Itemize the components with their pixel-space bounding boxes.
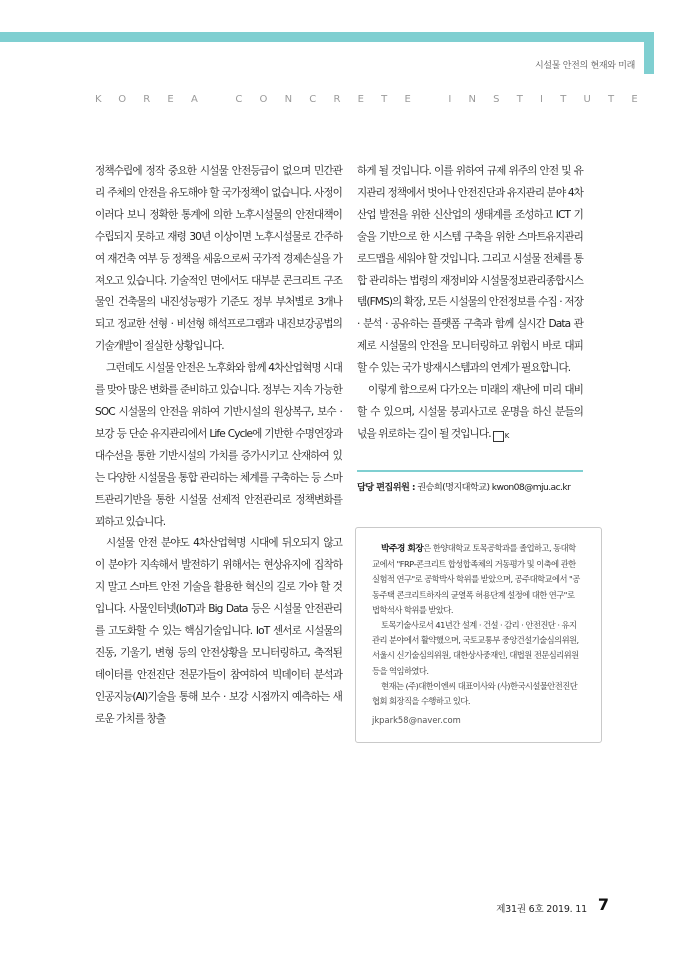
article-right-column <box>357 161 583 446</box>
bio-paragraph: 현재는 (주)대한이엔씨 대표이사와 (사)한국시설물안전진단협회 회장직을 수행하고 있다. <box>372 680 578 707</box>
bio-email[interactable]: jkpark58@naver.com <box>372 715 461 725</box>
bio-text-1: 은 한양대학교 토목공학과를 졸업하고, 동대학교에서 "FRP-콘크리트 합성합족체의 거동평가 및 이축에 관한 실험적 연구"로 공학박사 학위를 받았으며, 공주대학교에서 "공동주택 콘크리트하자의 균열폭 허용단계 설정에 대한 연구"로 법학석사 학위를 받았다. <box>372 543 580 615</box>
bio-name: 박주경 회장 <box>381 544 424 554</box>
author-bio <box>372 541 580 709</box>
bio-paragraph <box>372 541 580 618</box>
article-paragraph <box>357 380 583 446</box>
article-paragraph: 그런데도 시설물 안전은 노후화와 함께 4차산업혁명 시대를 맞아 많은 변화를 준비하고 있습니다. 정부는 지속 가능한 SOC 시설물의 안전을 위하여 기반시설의 원상복구, 보수 · 보강 등 단순 유지관리에서 Life Cycle에 기반한 수명연장과 대수선을 통한 기반시설의 가치를 증가시키고 산재하여 있는 다양한 시설물을 통합 관리하는 체계를 구축하는 등 스마트관리기반을 통한 시설물 선제적 안전관리로 정책변화를 꾀하고 있습니다. <box>95 362 342 528</box>
editor-credit <box>357 479 583 493</box>
article-left-column <box>95 161 342 731</box>
section-title: 시설물 안전의 현재와 미래 <box>534 61 635 71</box>
article-closing-text: 이렇게 함으로써 다가오는 미래의 재난에 미리 대비할 수 있으며, 시설물 붕괴사고로 운명을 하신 분들의 넋을 위로하는 길이 될 것입니다. <box>357 384 583 440</box>
article-paragraph: 하게 될 것입니다. 이를 위하여 규제 위주의 안전 및 유지관리 정책에서 벗어나 안전진단과 유지관리 분야 4차산업 발전을 위한 신산업의 생태계를 조성하고 ICT 기술을 기반으로 한 시스템 구축을 위한 스마트유지관리 로드맵을 세워야 할 것입니다. 그리고 시설물 전체를 통합 관리하는 법령의 재정비와 시설물정보관리종합시스템(FMS)의 확장, 모든 시설물의 안전정보를 수집 · 저장 · 분석 · 공유하는 플랫폼 구축과 함께 실시간 Data 관제로 시설물의 안전을 모니터링하고 위험시 바로 대피할 수 있는 국가 방재시스템과의 연계가 필요합니다. <box>357 165 583 375</box>
article-paragraph: 시설물 안전 분야도 4차산업혁명 시대에 뒤오되지 않고 이 분야가 지속해서 발전하기 위해서는 현상유지에 집착하지 말고 스마트 안전 기술을 활용한 혁신의 길로 가야 할 것입니다. 사물인터넷(IoT)과 Big Data 등은 시설물 안전관리를 고도화할 수 있는 핵심기술입니다. IoT 센서로 시설물의 진동, 기울기, 변형 등의 안전상황을 모니터링하고, 축적된 데이터를 안전진단 전문가들이 참여하여 빅데이터 분석과 인공지능(AI)기술을 통해 보수 · 보강 시점까지 예측하는 새로운 가치를 창출 <box>95 537 342 725</box>
page-number: 7 <box>597 895 609 914</box>
end-mark-icon: K <box>493 431 504 442</box>
bio-paragraph: 토목기술사로서 41년간 설계 · 건설 · 감리 · 안전진단 · 유지관리 분야에서 활약했으며, 국토교통부 중앙건설기술심의위원, 서울시 신기술심의위원, 대한상사중재인, 대법원 전문심리위원 등을 역임하였다. <box>372 620 579 676</box>
institute-name: KOREA CONCRETE INSTITUTE <box>95 94 655 105</box>
article-paragraph: 정책수립에 정작 중요한 시설물 안전등급이 없으며 민간관리 주체의 안전을 유도해야 할 국가정책이 없습니다. 사정이 이러다 보니 정확한 통계에 의한 노후시설물의 안전대책이 수립되지 못하고 재령 30년 이상이면 노후시설물로 간주하여 재건축 여부 등 정책을 세움으로써 국가적 경제손실을 가져오고 있습니다. 기술적인 면에서도 대부분 콘크리트 구조물인 건축물의 내진성능평가 기준도 정부 부처별로 3개나 되고 정교한 선형 · 비선형 해석프로그램과 내진보강공법의 기술개발이 절실한 상황입니다. <box>95 165 342 353</box>
issue-info: 제31권 6호 2019. 11 <box>496 904 587 915</box>
header-accent-corner <box>644 32 654 74</box>
editor-value: 권승희(명지대학교) kwon08@mju.ac.kr <box>417 482 571 493</box>
header-accent-bar <box>0 32 654 42</box>
editor-divider <box>357 470 583 472</box>
editor-label: 담당 편집위원 : <box>357 482 415 493</box>
